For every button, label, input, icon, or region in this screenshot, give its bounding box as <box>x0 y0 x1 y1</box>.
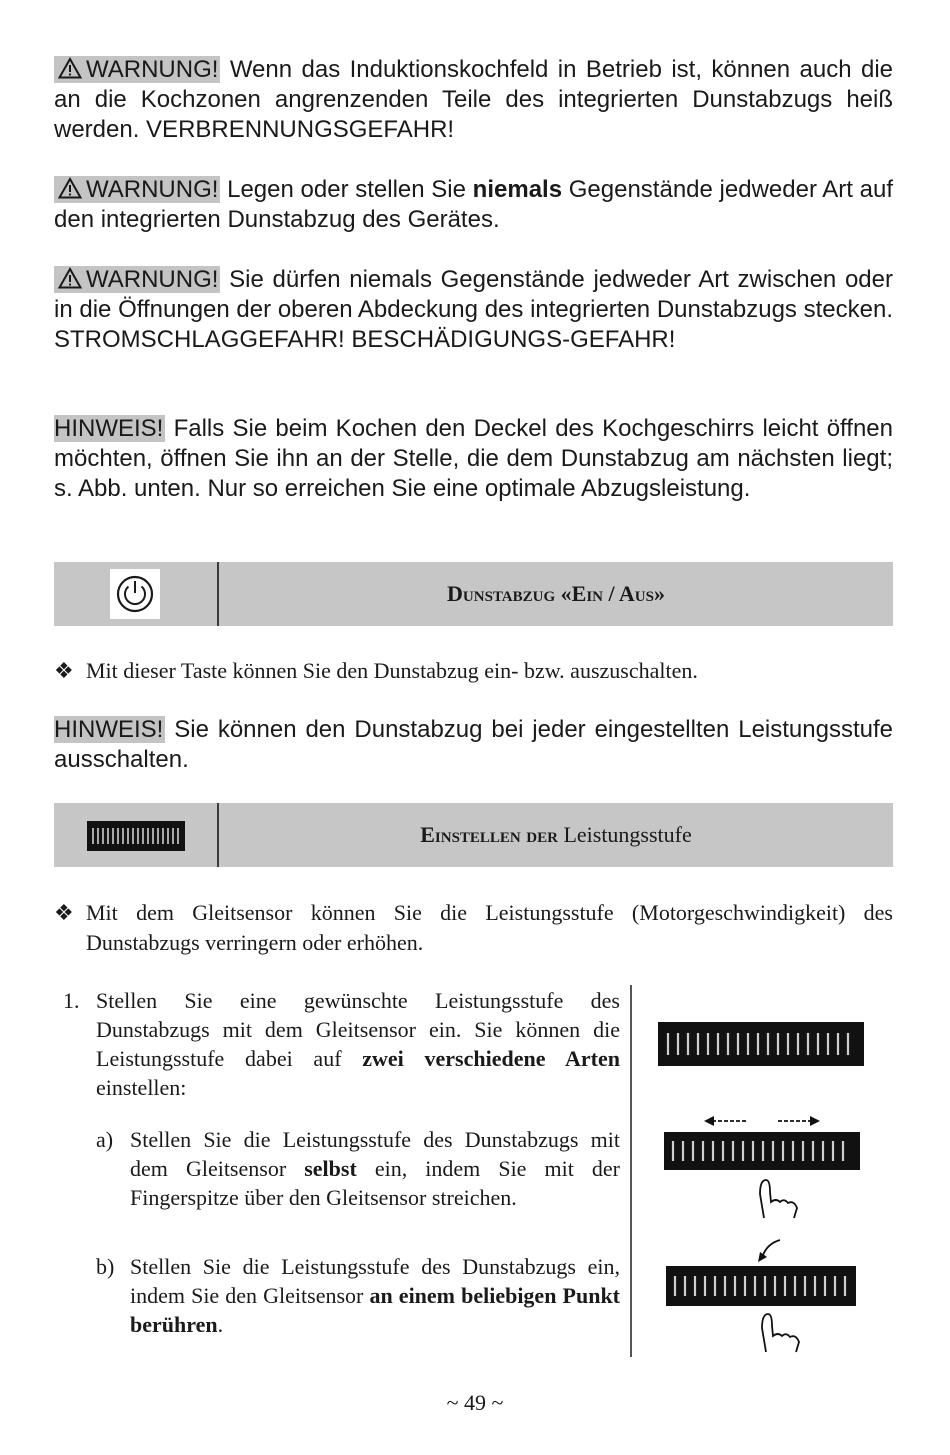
power-button-box <box>110 569 160 619</box>
step-text: Stellen Sie eine gewünschte Leistungsstufe des Dunstabzugs mit dem Gleitsensor ein. Sie können die Leistungsstufe dabei auf <box>96 988 620 1071</box>
section-title <box>219 803 893 867</box>
title-part: Leistungsstufe <box>557 822 692 847</box>
figure-divider <box>630 985 632 1357</box>
substep-label: a) <box>96 1127 114 1152</box>
step-number: 1. <box>63 988 80 1013</box>
warning-label <box>54 56 220 83</box>
warning-2 <box>54 175 893 235</box>
warning-triangle-icon <box>58 57 82 79</box>
slider-swipe-illustration <box>660 1112 866 1224</box>
step-1 <box>96 986 620 1102</box>
warning-label-text: WARNUNG! <box>86 266 219 293</box>
warning-label <box>54 176 220 203</box>
step-emphasis: an einem beliebigen Punkt berühren <box>130 1283 621 1337</box>
warning-3 <box>54 265 893 355</box>
substep-b <box>130 1252 620 1339</box>
step-text: . <box>217 1312 224 1337</box>
title-part: Ein <box>571 581 603 606</box>
step-text: einstellen: <box>96 1075 187 1100</box>
power-icon <box>110 569 160 619</box>
warning-label-text: WARNUNG! <box>86 176 219 203</box>
title-part: / <box>603 581 619 606</box>
step-text: ein, indem Sie mit der Fingerspitze über den Gleitsensor streichen. <box>130 1156 620 1210</box>
warning-label <box>54 266 220 293</box>
section-header-power <box>54 562 893 626</box>
hint-label: HINWEIS! <box>54 415 164 442</box>
warning-text: Gegenstände jedweder Art auf den integrierten Dunstabzug des Gerätes. <box>54 176 893 233</box>
section-header-level <box>54 803 893 867</box>
warning-emphasis: niemals <box>472 176 563 203</box>
warning-text: Sie dürfen niemals Gegenstände jedweder Art zwischen oder in die Öffnungen der oberen Abdeckung des integrierten Dunstabzugs stecken. STROMSCHLAGGEFAHR! BESCHÄDIGUNGS-GEFAHR! <box>54 266 893 353</box>
slider-illustration <box>658 1022 864 1066</box>
warning-text: Wenn das Induktionskochfeld in Betrieb ist, können auch die an die Kochzonen angrenzenden Teile des integrierten Dunstabzugs heiß werden. VERBRENNUNGSGEFAHR! <box>54 56 893 143</box>
hint-text: Sie können den Dunstabzug bei jeder eingestellten Leistungsstufe ausschalten. <box>54 716 893 773</box>
step-text: Stellen Sie die Leistungsstufe des Dunstabzugs mit dem Gleitsensor <box>130 1127 620 1181</box>
title-part: Dunstabzug « <box>447 581 572 606</box>
step-emphasis: selbst <box>304 1156 357 1181</box>
bullet-text: Mit dieser Taste können Sie den Dunstabzug ein- bzw. auszuschalten. <box>86 658 698 683</box>
section-title <box>219 562 893 626</box>
bullet-level <box>54 898 893 958</box>
step-emphasis: zwei verschiedene Arten <box>362 1046 620 1071</box>
title-part: » <box>653 581 665 606</box>
hint-label: HINWEIS! <box>54 716 164 743</box>
title-part: Aus <box>618 581 654 606</box>
bullet-text: Mit dem Gleitsensor können Sie die Leistungsstufe (Motorgeschwindigkeit) des Dunstabzugs verringern oder erhöhen. <box>86 900 893 955</box>
hint-1 <box>54 414 893 504</box>
warning-label-text: WARNUNG! <box>86 56 219 83</box>
bullet-mark: ❖ <box>54 900 74 925</box>
hint-2 <box>54 715 893 775</box>
warning-triangle-icon <box>58 267 82 289</box>
bullet-power <box>54 656 893 686</box>
step-text: Stellen Sie die Leistungsstufe des Dunstabzugs ein, indem Sie den Gleitsensor <box>130 1254 620 1308</box>
bullet-mark: ❖ <box>54 658 74 683</box>
warning-1 <box>54 55 893 145</box>
warning-text: Legen oder stellen Sie <box>220 176 473 203</box>
substep-label: b) <box>96 1254 115 1279</box>
page-number: ~ 49 ~ <box>446 1390 504 1415</box>
slider-sensor-icon <box>87 821 185 851</box>
hint-text: Falls Sie beim Kochen den Deckel des Kochgeschirrs leicht öffnen möchten, öffnen Sie ihn an der Stelle, die dem Dunstabzug am nächsten liegt; s. Abb. unten. Nur so erreichen Sie eine optimale Abzugsleistung. <box>54 415 893 502</box>
slider-touch-illustration <box>662 1236 860 1354</box>
warning-triangle-icon <box>58 177 82 199</box>
title-part: Einstellen der <box>420 822 558 847</box>
substep-a <box>130 1125 620 1212</box>
